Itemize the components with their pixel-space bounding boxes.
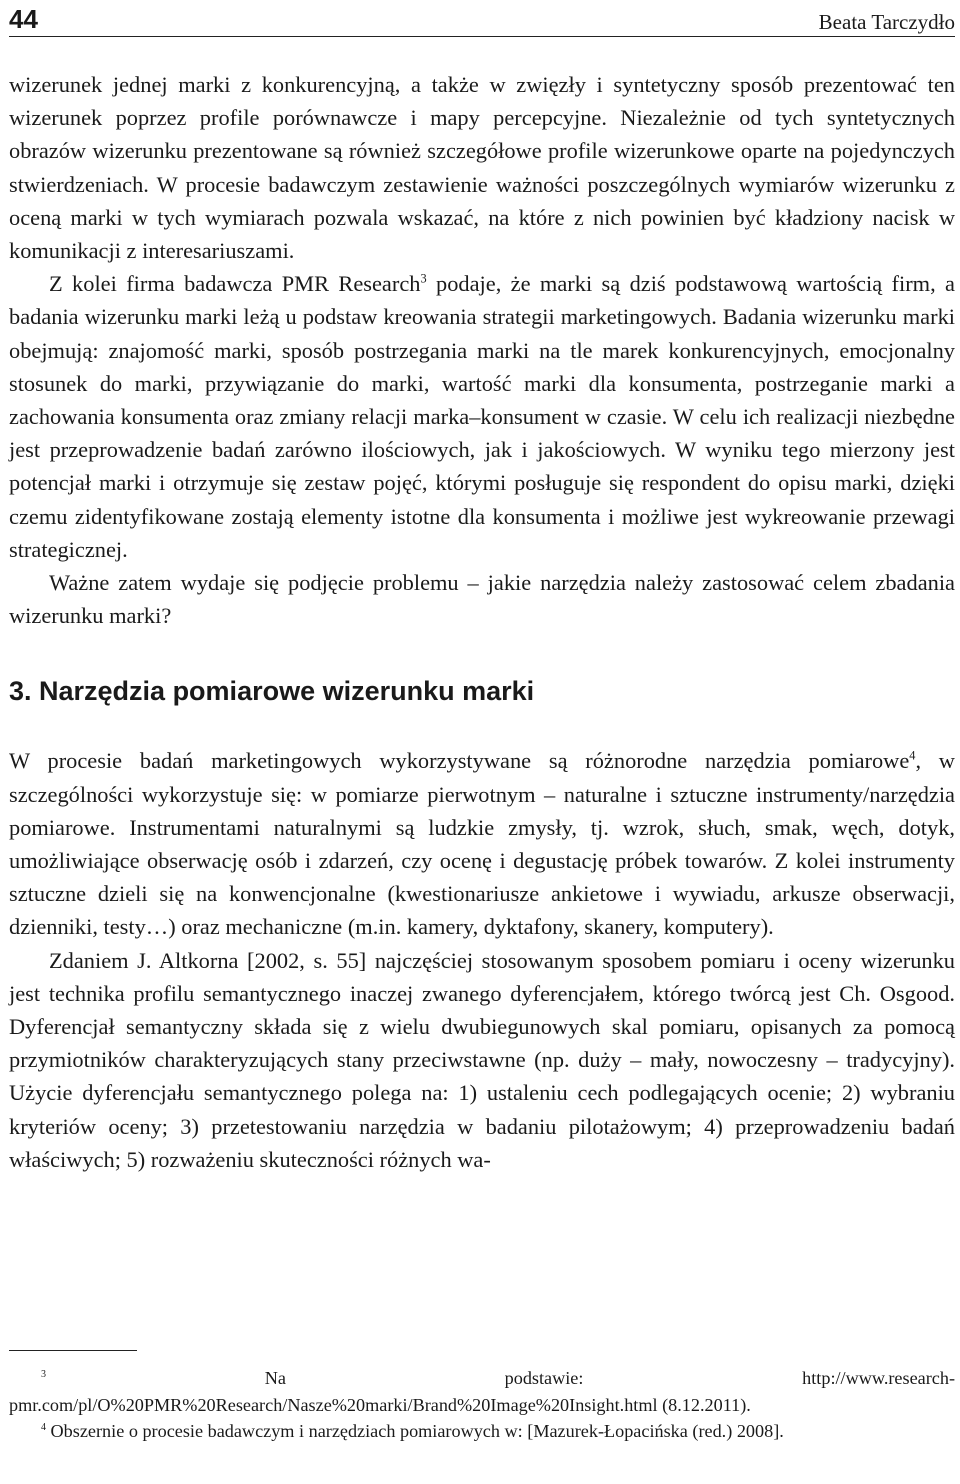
footnote-divider (9, 1350, 137, 1351)
footnote-3 (9, 1365, 955, 1418)
footnote-ref-3[interactable]: 3 (420, 271, 427, 286)
footnote-4 (9, 1418, 955, 1445)
running-head-author: Beata Tarczydło (818, 10, 955, 34)
footnote-number: 3 (41, 1368, 46, 1380)
footnote-text: Na podstawie: http://www.research-pmr.com/pl/O%20PMR%20Research/Nasze%20marki/Brand%20Image%20Insight.html (8.12.2011). (9, 1368, 955, 1415)
footnote-text: Obszernie o procesie badawczym i narzędziach pomiarowych w: [Mazurek-Łopacińska (red.) 2008]. (46, 1421, 784, 1441)
running-head (9, 6, 955, 37)
paragraph-2-text-end: podaje, że marki są dziś podstawową wartością firm, a badania wizerunku marki leżą u podstaw kreowania strategii marketingowych. Badania wizerunku marki obejmują: znajomość marki, sposób postrzegania marki na tle marek konkurencyjnych, emocjonalny stosunek do marki, przywiązanie do marki, wartość marki dla konsumenta, postrzeganie marki a zachowania konsumenta oraz zmiany relacji marka–konsument w czasie. W celu ich realizacji niezbędne jest przeprowadzenie badań zarówno ilościowych, jak i jakościowych. W wyniku tego mierzony jest potencjał marki i otrzymuje się zestaw pojęć, którymi posługuje się respondent do opisu marki, dzięki czemu zidentyfikowane zostają elementy istotne dla konsumenta i możliwe jest wykreowanie przewagi strategicznej. (9, 271, 955, 562)
footnote-ref-4[interactable]: 4 (909, 748, 916, 763)
paragraph-1: wizerunek jednej marki z konkurencyjną, a także w zwięzły i syntetyczny sposób prezentować ten wizerunek poprzez profile porównawcze i mapy percepcyjne. Niezależnie od tych syntetycznych obrazów wizerunku prezentowane są również szczegółowe profile wizerunkowe oparte na pojedynczych stwierdzeniach. W procesie badawczym zestawienie ważności poszczególnych wymiarów wizerunku z oceną marki w tych wymiarach pozwala wskazać, na które z nich powinien być kładziony nacisk w komunikacji z interesariuszami. (9, 72, 955, 264)
paragraph-4-text-end: , w szczególności wykorzystuje się: w pomiarze pierwotnym – naturalne i sztuczne instrumenty/narzędzia pomiarowe. Instrumentami naturalnymi są ludzkie zmysły, tj. wzrok, słuch, smak, węch, dotyk, umożliwiające obserwację osób i zdarzeń, czy ocenę i degustację próbek towarów. Z kolei instrumenty sztuczne dzieli się na konwencjonalne (kwestionariusze ankietowe i wywiadu, arkusze obserwacji, dzienniki, testy…) oraz mechaniczne (m.in. kamery, dyktafony, skanery, komputery). (9, 748, 955, 940)
body-text (9, 68, 955, 1176)
page-number: 44 (9, 4, 38, 34)
paragraph-3: Ważne zatem wydaje się podjęcie problemu – jakie narzędzia należy zastosować celem zbadania wizerunku marki? (9, 570, 955, 629)
paragraph-4-text-start: W procesie badań marketingowych wykorzystywane są różnorodne narzędzia pomiarowe (9, 748, 910, 774)
paragraph-4 (9, 744, 955, 943)
section-heading: 3. Narzędzia pomiarowe wizerunku marki (9, 676, 535, 707)
paragraph-2 (9, 267, 955, 566)
paragraph-2-text-start: Z kolei firma badawcza PMR Research (49, 271, 421, 297)
footnotes (9, 1350, 955, 1445)
footnote-number: 4 (41, 1421, 46, 1433)
paragraph-5: Zdaniem J. Altkorna [2002, s. 55] najczęściej stosowanym sposobem pomiaru i oceny wizerunku jest technika profilu semantycznego inaczej zwanego dyferencjałem, którego twórcą jest Ch. Osgood. Dyferencjał semantyczny składa się z wielu dwubiegunowych skal pomiaru, opisanych za pomocą przymiotników charakteryzujących stany przeciwstawne (np. duży – mały, nowoczesny – tradycyjny). Użycie dyferencjału semantycznego polega na: 1) ustaleniu cech podlegających ocenie; 2) wybraniu kryteriów oceny; 3) przetestowaniu narzędzia w badaniu pilotażowym; 4) przeprowadzeniu badań właściwych; 5) rozważeniu skuteczności różnych wa- (9, 947, 955, 1172)
